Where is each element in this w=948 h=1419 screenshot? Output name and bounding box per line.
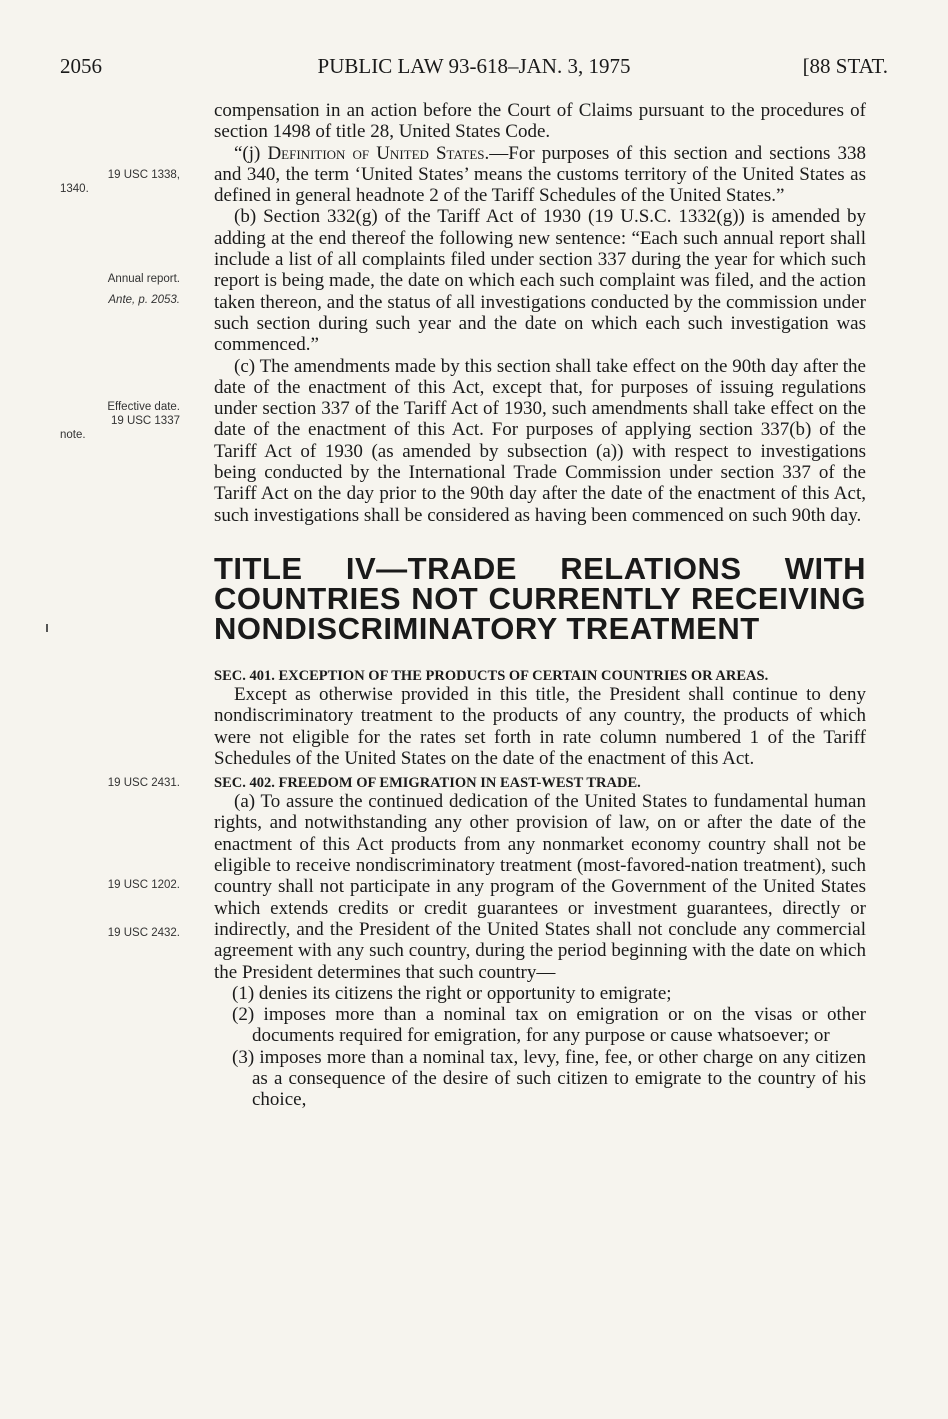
margin-note-effective-date: [60, 400, 180, 442]
document-body: [214, 100, 866, 1111]
page-header: [60, 48, 888, 84]
margin-note-line: 19 USC 1338,: [107, 169, 180, 181]
definition-caption: Definition of United States.: [267, 142, 490, 164]
margin-note-usc-1338: [60, 168, 180, 196]
margin-note-line: 19 USC 2431.: [107, 777, 180, 789]
margin-note-line: Annual report.: [107, 273, 180, 285]
paragraph-definition: [214, 143, 866, 207]
section-402-heading: SEC. 402. FREEDOM OF EMIGRATION IN EAST-WEST TRADE.: [214, 775, 641, 792]
margin-note-ante: [60, 293, 180, 307]
paragraph-b: (b) Section 332(g) of the Tariff Act of 1930 (19 U.S.C. 1332(g)) is amended by adding at the end thereof the following new sentence: “Each such annual report shall include a list of all complaints filed under section 337 during the year for which such report is being made, the date on which each such complaint was filed, and the action taken thereon, and the status of all investigations conducted by the commission under such section during such year and the date on which each such investigation was commenced.”: [214, 206, 866, 356]
margin-note-usc-1202: [60, 878, 180, 892]
paragraph-compensation: compensation in an action before the Court of Claims pursuant to the procedures of section 1498 of title 28, United States Code.: [214, 100, 866, 143]
title-heading: TITLE IV—TRADE RELATIONS WITH COUNTRIES NOT CURRENTLY RECEIVING NONDISCRIMINATORY TREATMENT: [214, 550, 866, 646]
margin-note-line: Ante, p. 2053.: [108, 294, 180, 306]
margin-note-line: 19 USC 2432.: [107, 927, 180, 939]
paragraph-c: (c) The amendments made by this section shall take effect on the 90th day after the date of the enactment of this Act, except that, for purposes of issuing regulations under section 337 of the Tariff Act of 1930, such amendments shall take effect on the date of the enactment of this Act. For purposes of applying section 337(b) of the Tariff Act of 1930 (as amended by subsection (a)) with respect to investigations being conducted by the International Trade Commission under section 337 of the Tariff Act on the day prior to the 90th day after the date of the enactment of this Act, such investigations shall be considered as having been commenced on such 90th day.: [214, 355, 866, 526]
margin-note-line: 19 USC 1337: [110, 415, 180, 427]
running-head: PUBLIC LAW 93-618–JAN. 3, 1975: [317, 54, 631, 78]
statute-reference: [88 STAT.: [802, 54, 888, 78]
margin-note-usc-2432: [60, 926, 180, 940]
margin-note-line: Effective date.: [107, 401, 180, 413]
section-401-heading: SEC. 401. EXCEPTION OF THE PRODUCTS OF CERTAIN COUNTRIES OR AREAS.: [214, 667, 769, 684]
list-item: (2) imposes more than a nominal tax on emigration or on the visas or other documents required for emigration, for any purpose or cause whatsoever; or: [232, 1004, 866, 1047]
list-item: (1) denies its citizens the right or opportunity to emigrate;: [232, 982, 672, 1004]
margin-note-line: note.: [60, 429, 86, 441]
margin-note-usc-2431: [60, 776, 180, 790]
paragraph-lead: “(j): [234, 142, 268, 164]
paragraph-text: —For purposes of this section and sections 338 and 340, the term ‘United States’ means the customs territory of the United States as defined in general headnote 2 of the Tariff Schedules of the United States.”: [214, 142, 867, 207]
margin-tick-mark: [46, 624, 48, 632]
list-item: (3) imposes more than a nominal tax, levy, fine, fee, or other charge on any citizen as a consequence of the desire of such citizen to emigrate to the country of his choice,: [232, 1046, 866, 1111]
margin-note-annual-report: [60, 272, 180, 286]
section-402-a: (a) To assure the continued dedication of the United States to fundamental human rights, and notwithstanding any other provision of law, on or after the date of the enactment of this Act products from any nonmarket economy country shall not be eligible to receive nondiscriminatory treatment (most-favored-nation treatment), such country shall not participate in any program of the Government of the United States which extends credits or credit guarantees or investment guarantees, directly or indirectly, and the President of the United States shall not conclude any commercial agreement with any such country, during the period beginning with the date on which the President determines that such country—: [214, 791, 866, 983]
margin-note-line: 1340.: [60, 183, 89, 195]
page-number: 2056: [60, 54, 102, 78]
section-401-text: Except as otherwise provided in this title, the President shall continue to deny nondiscriminatory treatment to the products of any country, the products of which were not eligible for the rates set forth in rate column numbered 1 of the Tariff Schedules of the United States on the date of the enactment of this Act.: [214, 683, 866, 769]
margin-note-line: 19 USC 1202.: [107, 879, 180, 891]
